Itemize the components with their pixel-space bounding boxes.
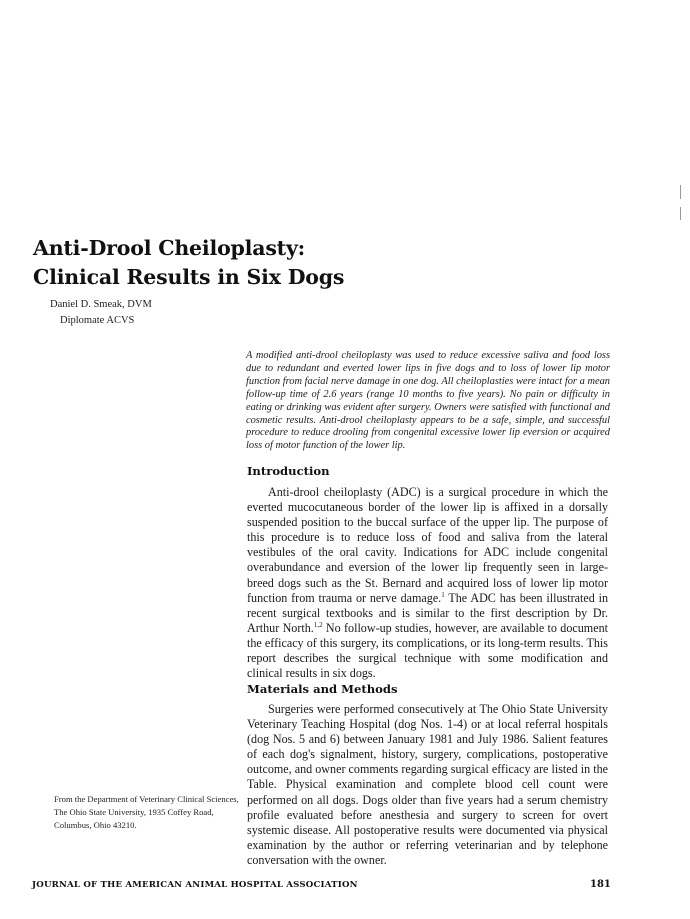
materials-methods-heading: Materials and Methods	[247, 682, 398, 696]
abstract: A modified anti-drool cheiloplasty was used to reduce excessive saliva and food loss due to redundant and everted lower lips in five dogs and to loss of lower lip motor function from facial nerve damage in one dog. All cheiloplasties were intact for a mean follow-up time of 2.6 years (range 10 months to five years). No pain or difficulty in eating or drinking was evident after surgery. Owners were satisfied with functional and cosmetic results. Anti-drool cheiloplasty appears to be a safe, simple, and successful procedure to reduce drooling from congenital excessive lower lip eversion or acquired loss of motor function of the lower lip.	[246, 350, 610, 452]
citation-ref: 1	[441, 590, 445, 599]
affiliation-note: From the Department of Veterinary Clinical Sciences, The Ohio State University, 1935 Coffey Road, Columbus, Ohio 43210.	[54, 794, 239, 830]
page-number: 181	[590, 879, 611, 890]
title-line-1: Anti-Drool Cheiloplasty:	[33, 236, 306, 260]
title-line-2: Clinical Results in Six Dogs	[33, 265, 345, 289]
introduction-text-part-3: No follow-up studies, however, are available to document the efficacy of this surgery, its complications, or its long-term results. This report describes the surgical technique with some modification and clinical results in six dogs.	[247, 620, 608, 681]
author-block	[50, 297, 152, 329]
author-degree: Diplomate ACVS	[60, 315, 135, 326]
citation-ref: 1,2	[313, 620, 323, 629]
materials-methods-text: Surgeries were performed consecutively at The Ohio State University Veterinary Teaching Hospital (dog Nos. 1-4) or at local referral hospitals (dog Nos. 5 and 6) between January 1981 and July 1986. Salient features of each dog's signalment, history, surgery, complications, postoperative outcome, and owner comments regarding surgical efficacy are listed in the Table. Physical examination and complete blood cell count were performed on all dogs. Dogs older than five years had a serum chemistry profile evaluated before anesthesia and surgery to screen for overt systemic disease. All postoperative results were documented via physical examination by the author or referring veterinarian and by telephone conversation with the owner.	[247, 702, 608, 867]
footer-journal-name: JOURNAL OF THE AMERICAN ANIMAL HOSPITAL ASSOCIATION	[32, 880, 358, 890]
introduction-text-part-2: The ADC has been illustrated in recent surgical textbooks and is similar to the first description by Dr. Arthur North.	[247, 590, 608, 635]
introduction-text	[247, 485, 608, 681]
introduction-heading: Introduction	[247, 464, 330, 478]
scan-edge-mark	[680, 207, 681, 220]
scan-edge-mark	[680, 185, 681, 199]
article-title	[33, 234, 344, 292]
author-name: Daniel D. Smeak, DVM	[50, 299, 152, 310]
introduction-text-part-1: Anti-drool cheiloplasty (ADC) is a surgical procedure in which the everted mucocutaneous border of the lower lip is affixed in a dorsally suspended position to the buccal surface of the upper lip. The purpose of this procedure is to reduce loss of food and saliva from the lateral vestibules of the oral cavity. Indications for ADC include congenital overabundance and eversion of the lower lip frequently seen in large-breed dogs such as the St. Bernard and acquired loss of lower lip motor function from trauma or nerve damage.	[247, 485, 608, 605]
